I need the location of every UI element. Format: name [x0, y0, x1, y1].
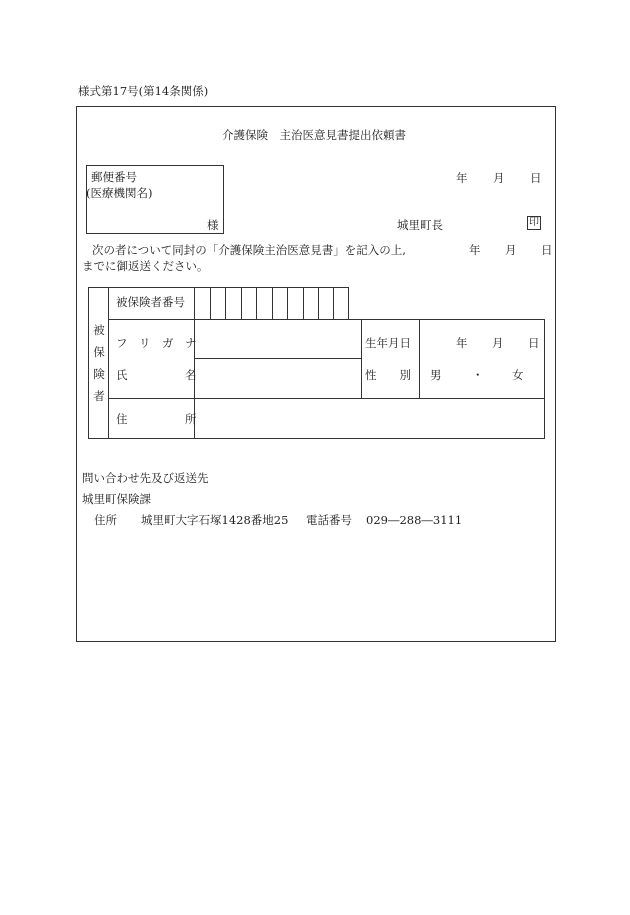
address-label: 住 所	[116, 412, 197, 426]
request-line-1: 次の者について同封の「介護保険主治医意見書」を記入の上,	[92, 243, 406, 257]
contact-heading: 問い合わせ先及び返送先	[82, 471, 209, 485]
gender-separator: ・	[472, 368, 484, 382]
seal-mark: 印	[529, 217, 539, 228]
furigana-label: フ リ ガ ナ	[116, 336, 197, 350]
insured-number-label: 被保険者番号	[116, 295, 185, 309]
birthdate-label: 生年月日	[365, 336, 411, 350]
return-date-year: 年	[469, 243, 481, 257]
birth-month: 月	[492, 336, 504, 350]
request-line-2: までに御返送ください。	[82, 259, 209, 273]
contact-department: 城里町保険課	[82, 492, 151, 506]
contact-phone: 029―288―3111	[366, 513, 463, 527]
contact-address: 城里町大字石塚1428番地25	[141, 513, 289, 527]
insured-vertical-4: 者	[93, 389, 105, 403]
insured-vertical-3: 険	[93, 367, 105, 381]
postal-code-label: 郵便番号	[91, 170, 137, 184]
contact-address-label: 住所	[94, 513, 117, 527]
return-date-day: 日	[541, 243, 553, 257]
form-title: 介護保険 主治医意見書提出依頼書	[222, 128, 406, 142]
institution-label: (医療機関名)	[86, 186, 153, 200]
birth-day: 日	[528, 336, 540, 350]
gender-female: 女	[512, 368, 524, 382]
gender-male: 男	[430, 368, 442, 382]
sama-label: 様	[207, 218, 219, 232]
return-date-month: 月	[505, 243, 517, 257]
insured-vertical-2: 保	[93, 345, 105, 359]
insured-vertical-1: 被	[93, 323, 105, 337]
mayor-label: 城里町長	[397, 218, 443, 232]
date-month: 月	[493, 171, 505, 185]
birth-year: 年	[456, 336, 468, 350]
contact-phone-label: 電話番号	[306, 513, 352, 527]
date-year: 年	[456, 171, 468, 185]
date-day: 日	[530, 171, 542, 185]
form-number: 様式第17号(第14条関係)	[78, 84, 209, 98]
gender-label: 性 別	[365, 368, 411, 382]
name-label: 氏 名	[116, 368, 197, 382]
